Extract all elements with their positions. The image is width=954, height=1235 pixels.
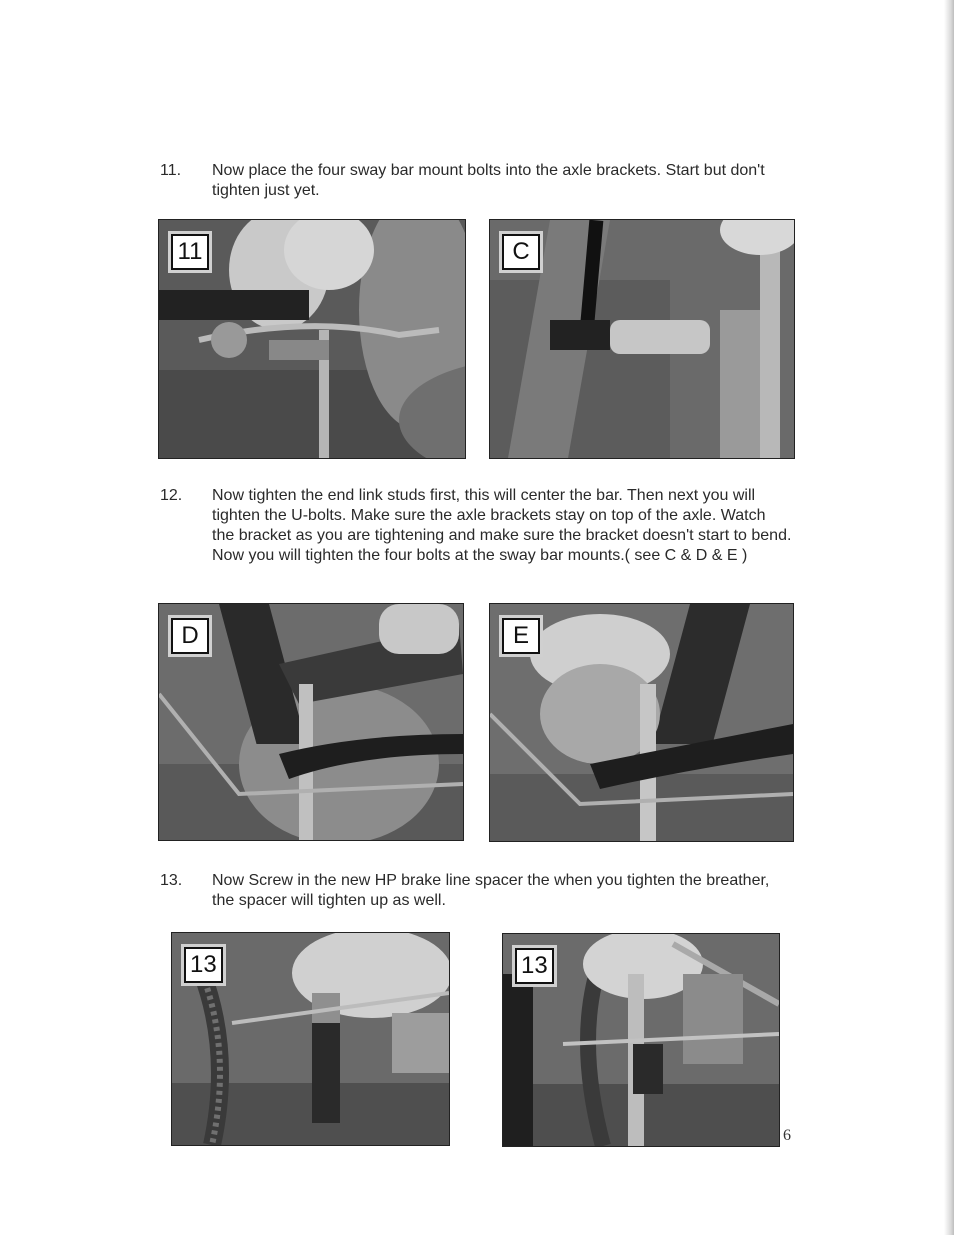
photo-label: E	[502, 618, 540, 654]
photo-label: 13	[184, 947, 223, 983]
photo-label: D	[171, 618, 209, 654]
step-number: 11.	[160, 162, 182, 179]
step-text: Now tighten the end link studs first, this will center the bar. Then next you will tighten the U-bolts. Make sure the axle brackets stay on top of the axle. Watch the bracket as you are tightening and make sure the bracket doesn't start to bend. Now you will tighten the four bolts at the sway bar mounts.( see C & D & E )	[212, 487, 792, 564]
page-edge-shadow	[944, 0, 954, 1235]
photo-e	[489, 603, 794, 842]
photo-13-right	[502, 933, 780, 1147]
step-13	[160, 871, 800, 913]
step-12	[160, 486, 800, 590]
photo-11	[158, 219, 466, 459]
step-text: Now Screw in the new HP brake line spacer the when you tighten the breather, the spacer will tighten up as well.	[212, 872, 770, 909]
step-number: 13.	[160, 872, 183, 889]
step-number: 12.	[160, 487, 183, 504]
photo-label: 13	[515, 948, 554, 984]
photo-label: C	[502, 234, 540, 270]
photo-d	[158, 603, 464, 841]
step-11	[160, 161, 800, 203]
photo-c	[489, 219, 795, 459]
step-text: Now place the four sway bar mount bolts into the axle brackets. Start but don't tighten just yet.	[212, 162, 765, 199]
photo-13-left	[171, 932, 450, 1146]
page-number: 6	[783, 1127, 791, 1144]
photo-label: 11	[171, 234, 209, 270]
